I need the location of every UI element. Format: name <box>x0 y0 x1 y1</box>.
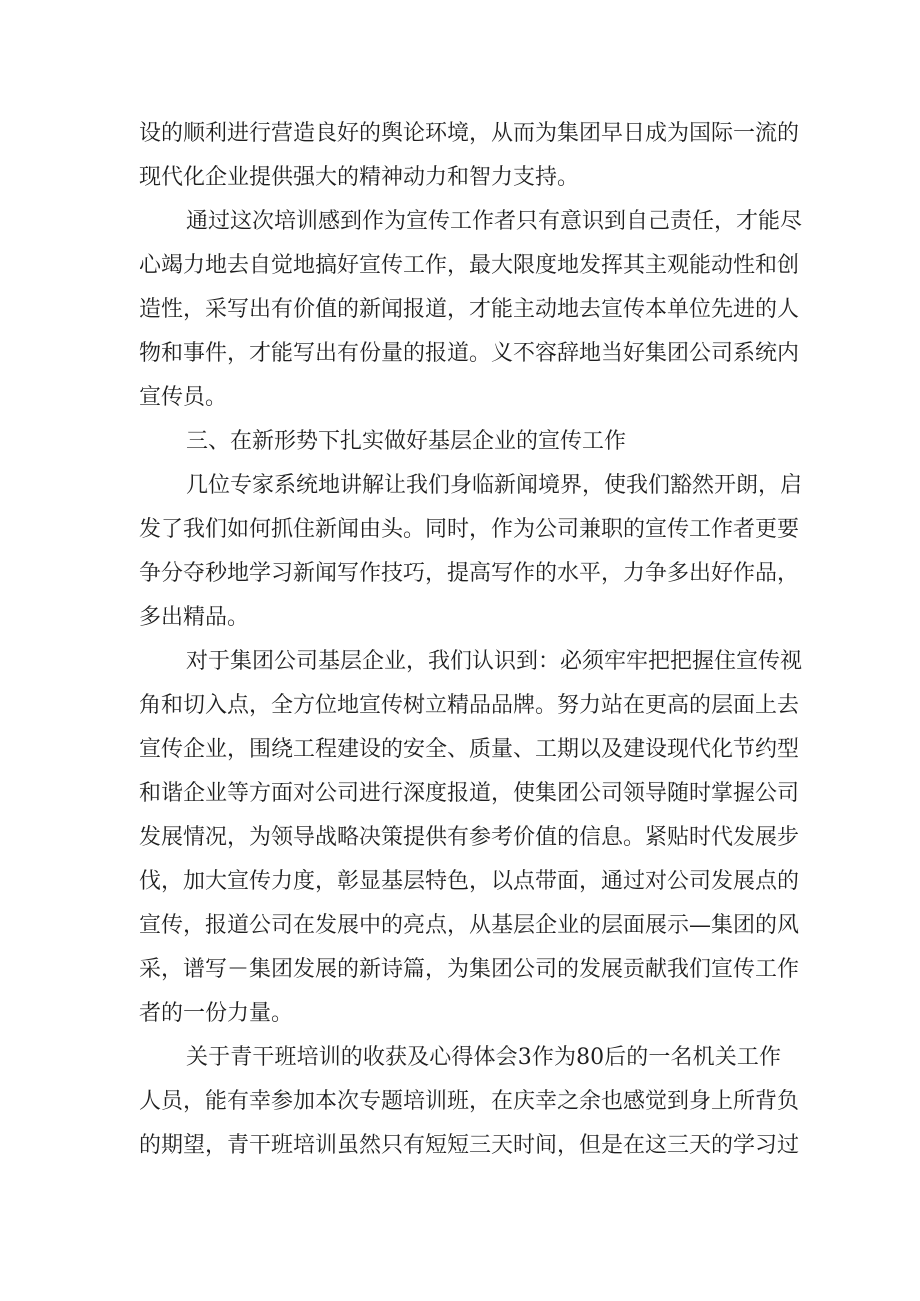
text-line: 物和事件，才能写出有份量的报道。义不容辞地当好集团公司系统内 <box>139 341 800 366</box>
text-line: 争分夺秒地学习新闻写作技巧，提高写作的水平，力争多出好作品， <box>139 561 800 586</box>
text-line: 采，谱写－集团发展的新诗篇，为集团公司的发展贡献我们宣传工作 <box>139 957 800 982</box>
text-line: 宣传员。 <box>139 385 228 410</box>
text-line: 多出精品。 <box>139 605 250 630</box>
text-line: 设的顺利进行营造良好的舆论环境，从而为集团早日成为国际一流的 <box>139 121 800 146</box>
text-line: 关于青干班培训的收获及心得体会3作为80后的一名机关工作 <box>186 1045 781 1070</box>
text-line: 宣传，报道公司在发展中的亮点，从基层企业的层面展示—集团的风 <box>139 913 800 938</box>
text-line: 通过这次培训感到作为宣传工作者只有意识到自己责任，才能尽 <box>186 209 803 234</box>
text-line: 的期望，青干班培训虽然只有短短三天时间，但是在这三天的学习过 <box>139 1133 800 1158</box>
text-line: 人员，能有幸参加本次专题培训班，在庆幸之余也感觉到身上所背负 <box>139 1089 800 1114</box>
text-line: 造性，采写出有价值的新闻报道，才能主动地去宣传本单位先进的人 <box>139 297 800 322</box>
text-line: 和谐企业等方面对公司进行深度报道，使集团公司领导随时掌握公司 <box>139 781 800 806</box>
text-line: 发展情况，为领导战略决策提供有参考价值的信息。紧贴时代发展步 <box>139 825 800 850</box>
text-line: 对于集团公司基层企业，我们认识到：必须牢牢把把握住宣传视 <box>186 649 803 674</box>
text-line: 者的一份力量。 <box>139 1001 294 1026</box>
text-line: 宣传企业，围绕工程建设的安全、质量、工期以及建设现代化节约型 <box>139 737 800 762</box>
document-body <box>139 112 803 1168</box>
text-line: 发了我们如何抓住新闻由头。同时，作为公司兼职的宣传工作者更要 <box>139 517 800 542</box>
section-heading: 三、在新形势下扎实做好基层企业的宣传工作 <box>186 429 627 454</box>
text-line: 角和切入点，全方位地宣传树立精品品牌。努力站在更高的层面上去 <box>139 693 800 718</box>
text-line: 心竭力地去自觉地搞好宣传工作，最大限度地发挥其主观能动性和创 <box>139 253 800 278</box>
text-line: 伐，加大宣传力度，彰显基层特色，以点带面，通过对公司发展点的 <box>139 869 800 894</box>
text-line: 几位专家系统地讲解让我们身临新闻境界，使我们豁然开朗，启 <box>186 473 803 498</box>
text-line: 现代化企业提供强大的精神动力和智力支持。 <box>139 165 580 190</box>
